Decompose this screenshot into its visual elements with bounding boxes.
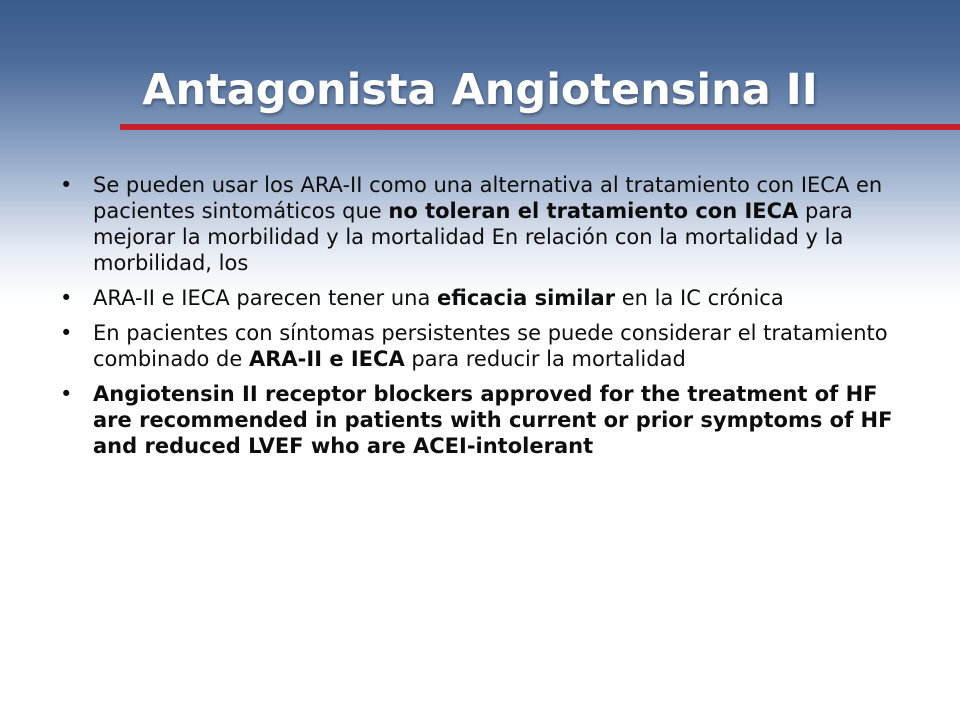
title-accent-bar (120, 124, 960, 130)
bullet-dot-icon: • (60, 382, 73, 406)
bullet-item (60, 285, 910, 311)
bullet-text-segment: en la IC crónica (615, 286, 784, 310)
slide-content (60, 172, 910, 468)
bullet-item (60, 320, 910, 372)
bullet-text-segment: Se pueden usar los ARA-II como una alternativa al tratamiento con IECA en pacientes sintomáticos que (93, 173, 883, 223)
bullet-text-segment: para mejorar la morbilidad y la mortalidad En relación con la mortalidad y la morbilidad, los (93, 199, 853, 275)
bullet-dot-icon: • (60, 321, 73, 345)
bullet-text-segment: para reducir la mortalidad (404, 347, 686, 371)
bullet-text-segment: En pacientes con síntomas persistentes se puede considerar el tratamiento combinado de (93, 321, 888, 371)
bullet-list (60, 172, 910, 459)
bullet-text-segment-bold: ARA-II e IECA (248, 347, 405, 371)
bullet-item (60, 381, 910, 459)
bullet-dot-icon: • (60, 286, 73, 310)
bullet-dot-icon: • (60, 173, 73, 197)
bullet-text-segment-bold: Angiotensin II receptor blockers approved for the treatment of HF are recommended in patients with current or prior symptoms of HF and reduced LVEF who are ACEI-intolerant (93, 382, 893, 458)
bullet-text-segment: ARA-II e IECA parecen tener una (93, 286, 438, 310)
bullet-item (60, 172, 910, 276)
slide-title: Antagonista Angiotensina II (142, 65, 818, 115)
bullet-text-segment-bold: eficacia similar (437, 286, 616, 310)
bullet-text-segment-bold: no toleran el tratamiento con IECA (388, 199, 799, 223)
